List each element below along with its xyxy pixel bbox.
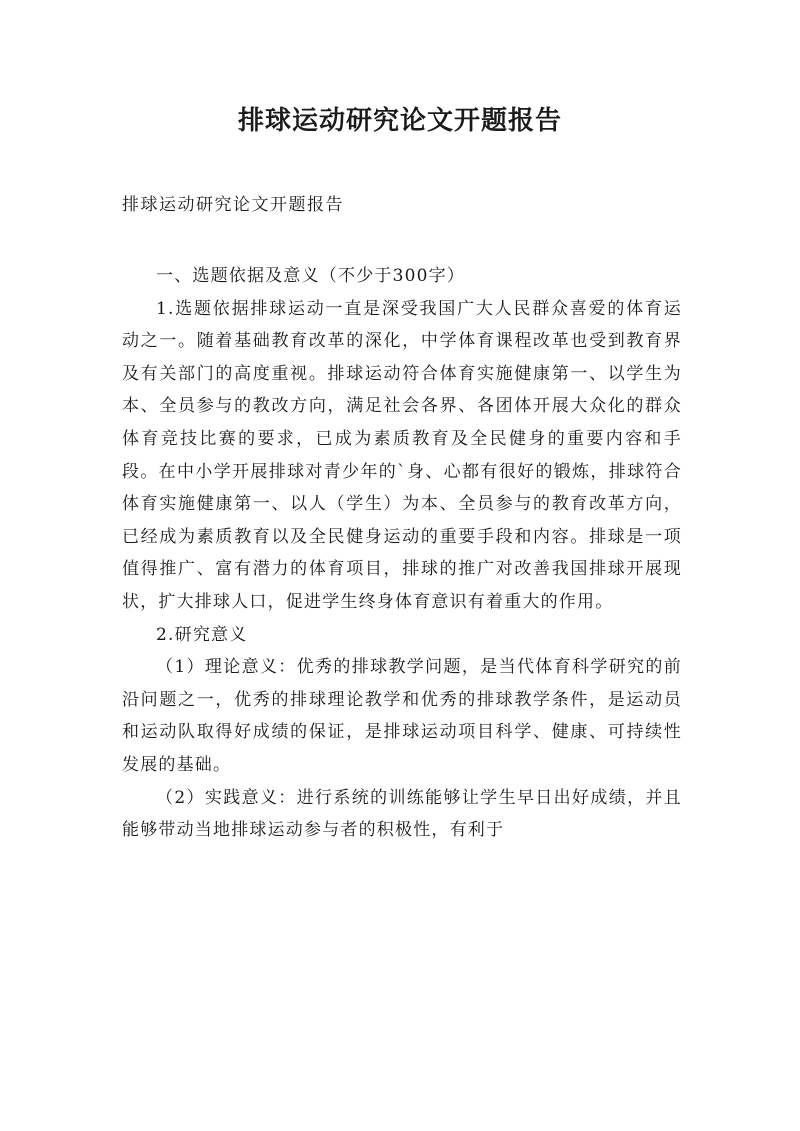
section-heading: 一、选题依据及意义（不少于300字）	[156, 266, 466, 286]
document-body	[122, 260, 682, 847]
subsection-heading: 2.研究意义	[156, 624, 248, 645]
paragraph: 1.选题依据排球运动一直是深受我国广大人民群众喜爱的体育运动之一。随着基础教育改革的深化，中学体育课程改革也受到教育界及有关部门的高度重视。排球运动符合体育实施健康第一、以学生为本、全员参与的教改方向，满足社会各界、各团体开展大众化的群众体育竞技比赛的要求，已成为素质教育及全民健身的重要内容和手段。在中小学开展排球对青少年的`身、心都有很好的锻炼，排球符合体育实施健康第一、以人（学生）为本、全员参与的教育改革方向，已经成为素质教育以及全民健身运动的重要手段和内容。排球是一项值得推广、富有潜力的体育项目，排球的推广对改善我国排球开展现状，扩大排球人口，促进学生终身体育意识有着重大的作用。	[122, 298, 682, 612]
document-subtitle: 排球运动研究论文开题报告	[122, 195, 344, 215]
paragraph: （2）实践意义：进行系统的训练能够让学生早日出好成绩，并且能够带动当地排球运动参与者的积极性，有利于	[122, 787, 682, 841]
paragraph: （1）理论意义：优秀的排球教学问题，是当代体育科学研究的前沿问题之一，优秀的排球理论教学和优秀的排球教学条件，是运动员和运动队取得好成绩的保证，是排球运动项目科学、健康、可持续性发展的基础。	[122, 657, 682, 775]
document-title: 排球运动研究论文开题报告	[237, 106, 562, 136]
